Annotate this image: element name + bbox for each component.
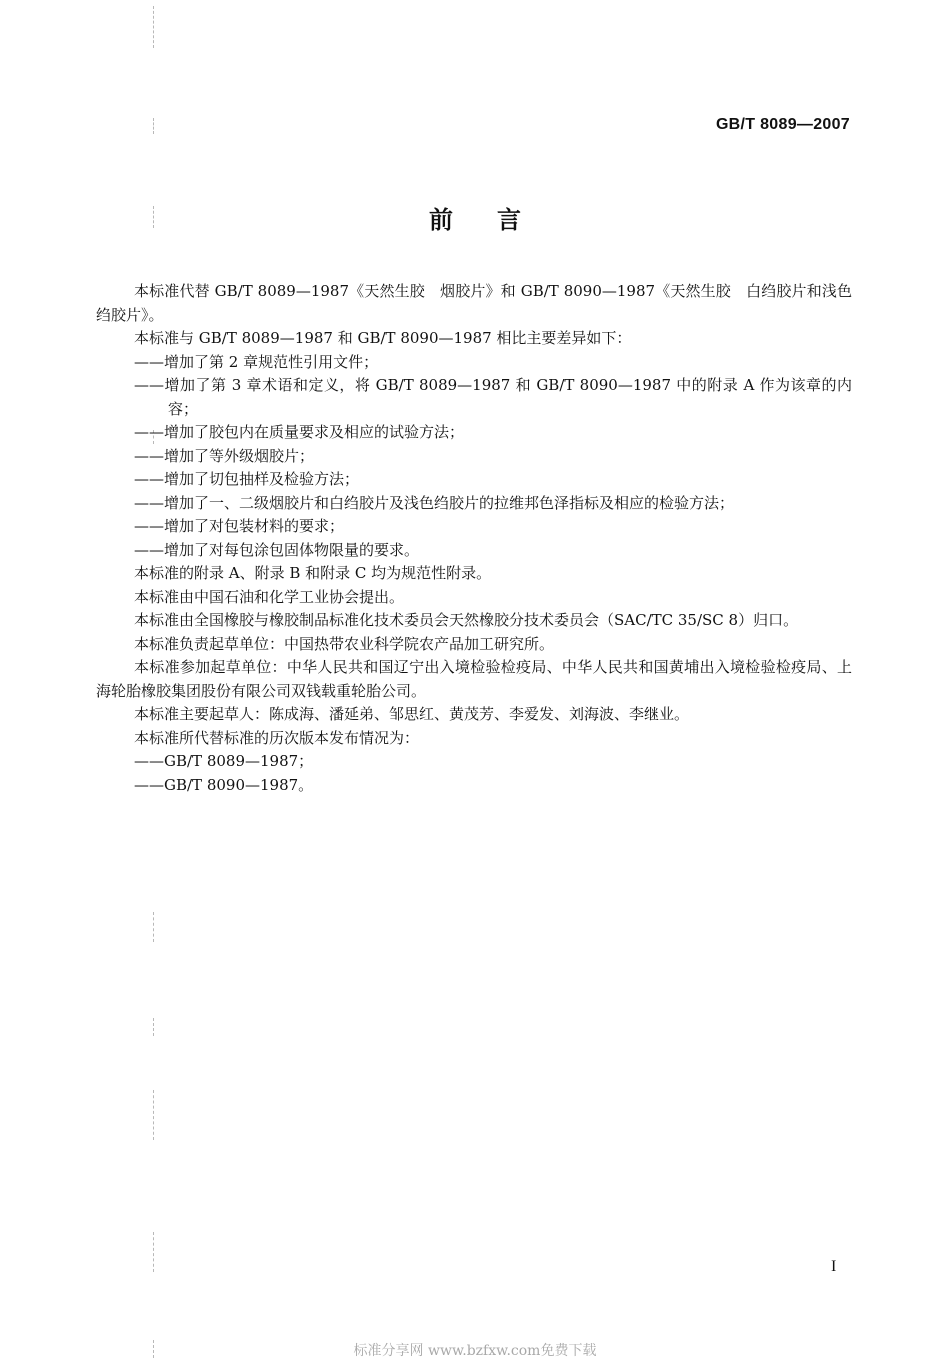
list-item: ——增加了第 2 章规范性引用文件；	[134, 352, 379, 371]
paragraph: 本标准由中国石油和化学工业协会提出。	[134, 587, 405, 606]
paragraph: 本标准主要起草人：陈成海、潘延弟、邹思红、黄茂芳、李爱发、刘海波、李继业。	[134, 705, 690, 723]
paragraph: 本标准的附录 A、附录 B 和附录 C 均为规范性附录。	[134, 564, 492, 582]
list-item: ——GB/T 8089—1987；	[134, 752, 314, 770]
foreword-body	[96, 280, 852, 797]
paragraph: 本标准与 GB/T 8089—1987 和 GB/T 8090—1987 相比主要差异如下：	[134, 329, 632, 347]
paragraph: 本标准由全国橡胶与橡胶制品标准化技术委员会天然橡胶分技术委员会（SAC/TC 35/SC 8）归口。	[134, 611, 799, 629]
page-title: 前言	[429, 206, 565, 234]
paragraph: 本标准参加起草单位：中华人民共和国辽宁出入境检验检疫局、中华人民共和国黄埔出入境检验检疫局、上海轮胎橡胶集团股份有限公司双钱载重轮胎公司。	[96, 658, 852, 700]
list-item: ——GB/T 8090—1987。	[134, 775, 314, 794]
list-item: ——增加了胶包内在质量要求及相应的试验方法；	[134, 423, 465, 441]
paragraph: 本标准所代替标准的历次版本发布情况为：	[134, 728, 420, 747]
list-item: ——增加了切包抽样及检验方法；	[134, 470, 360, 488]
page-number: I	[831, 1258, 837, 1275]
paragraph: 本标准负责起草单位：中国热带农业科学院农产品加工研究所。	[134, 634, 555, 653]
binding-mark	[153, 1018, 155, 1036]
list-item: ——增加了等外级烟胶片；	[134, 446, 315, 465]
list-item: ——增加了一、二级烟胶片和白绉胶片及浅色绉胶片的拉维邦色泽指标及相应的检验方法；	[134, 493, 735, 512]
list-item: ——增加了第 3 章术语和定义，将 GB/T 8089—1987 和 GB/T 8090—1987 中的附录 A 作为该章的内容；	[134, 376, 852, 418]
list-item: ——增加了对每包涂包固体物限量的要求。	[134, 540, 420, 559]
list-item: ——增加了对包装材料的要求；	[134, 517, 345, 535]
binding-mark	[153, 912, 155, 942]
binding-mark	[153, 1232, 155, 1272]
standard-number: GB/T 8089—2007	[715, 116, 850, 133]
watermark: 标准分享网 www.bzfxw.com免费下载	[353, 1343, 597, 1359]
binding-mark	[153, 118, 155, 134]
binding-mark	[153, 6, 155, 48]
paragraph: 本标准代替 GB/T 8089—1987《天然生胶 烟胶片》和 GB/T 8090—1987《天然生胶 白绉胶片和浅色绉胶片》。	[96, 282, 852, 324]
binding-mark	[153, 1090, 155, 1140]
